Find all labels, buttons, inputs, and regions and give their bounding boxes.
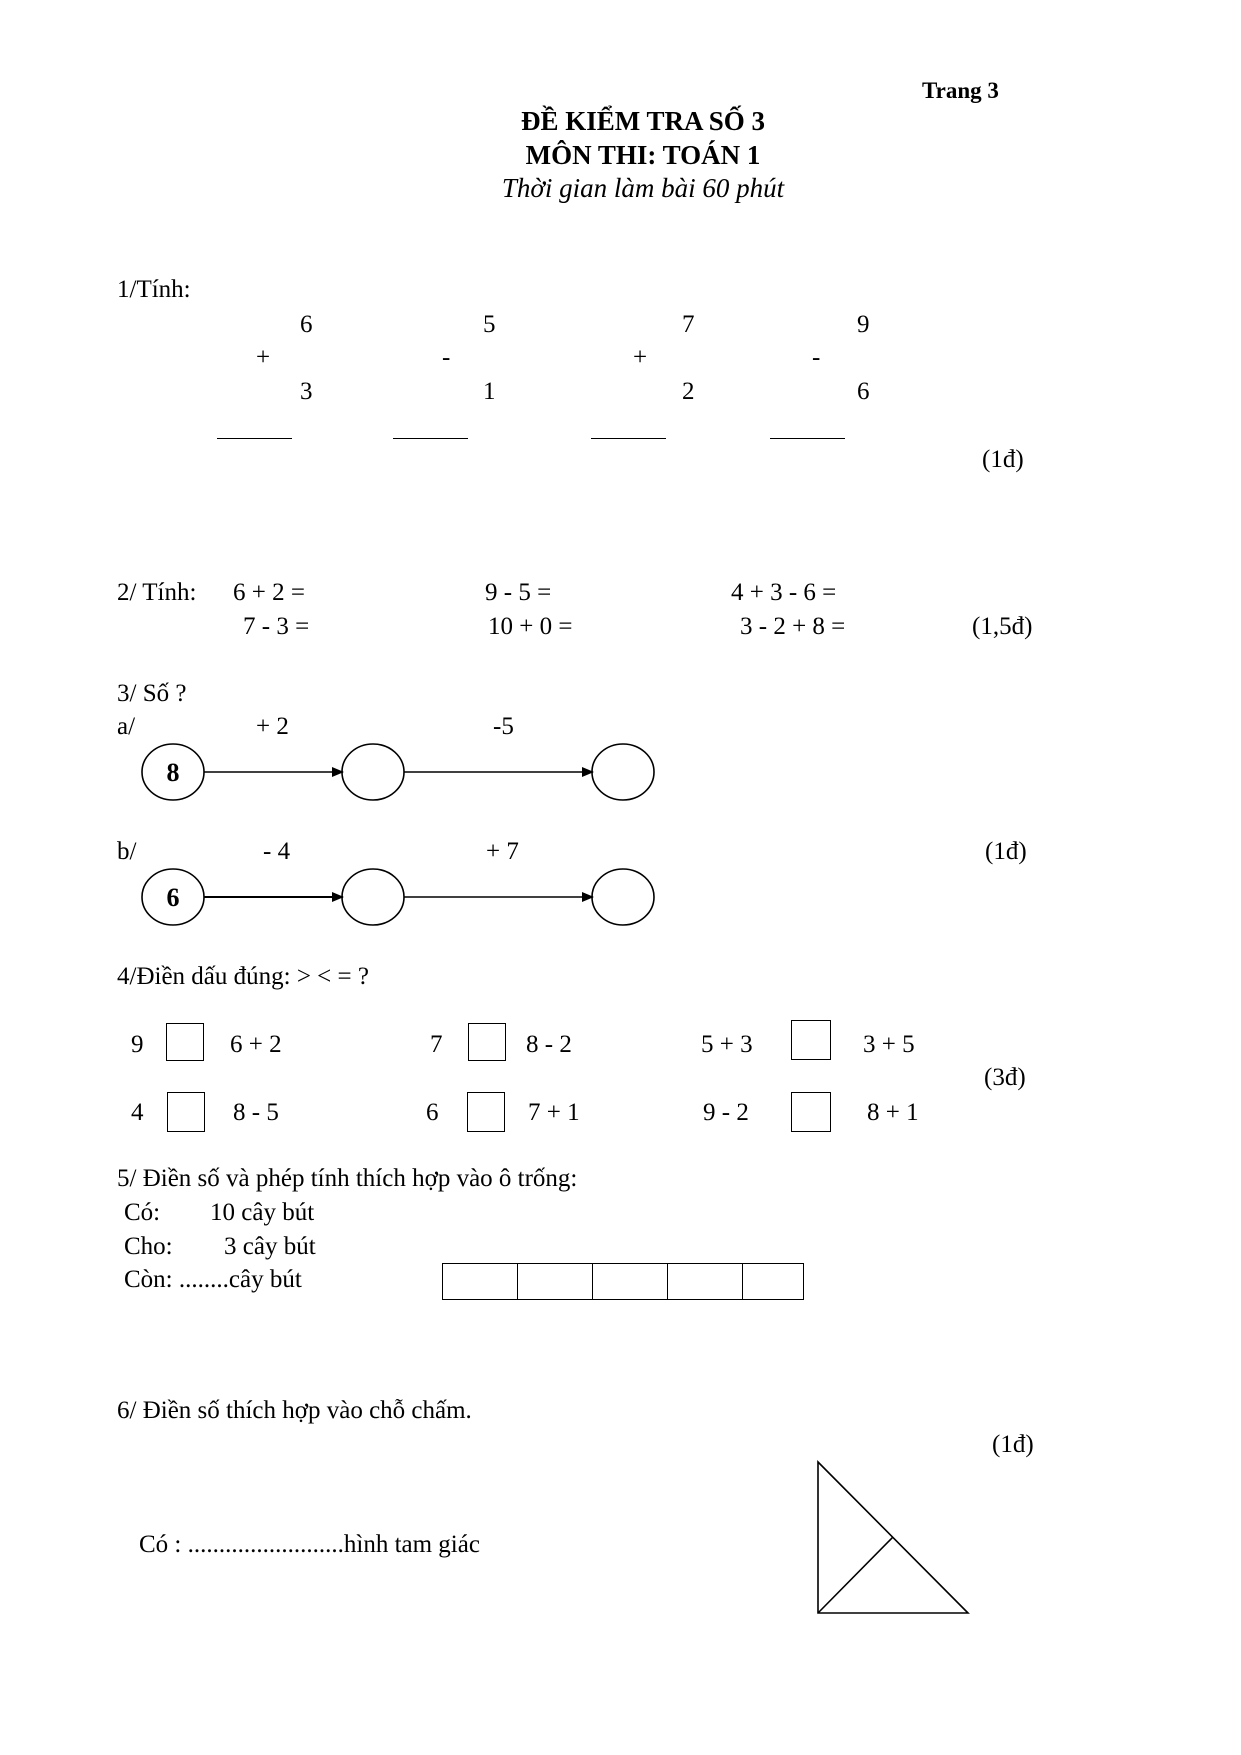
q4-item3-sign-box[interactable] bbox=[791, 1020, 831, 1060]
q1-p2-op: - bbox=[442, 344, 451, 371]
page-number: Trang 3 bbox=[922, 78, 999, 103]
q2-expr-4: 7 - 3 = bbox=[243, 613, 310, 640]
q1-p2-bottom: 1 bbox=[483, 378, 496, 405]
q5-give-label: Cho: bbox=[124, 1233, 173, 1260]
q4-label: 4/Điền dấu đúng: > < = ? bbox=[117, 963, 369, 990]
q4-item3-left: 5 + 3 bbox=[701, 1031, 753, 1058]
q6-answer-line[interactable]: Có : .........................hình tam giác bbox=[139, 1531, 480, 1558]
q5-answer-row bbox=[442, 1263, 804, 1300]
q4-item1-sign-box[interactable] bbox=[166, 1023, 204, 1061]
q4-item2-sign-box[interactable] bbox=[468, 1023, 506, 1061]
exam-title: ĐỀ KIỂM TRA SỐ 3 bbox=[520, 106, 766, 136]
q2-expr-2: 9 - 5 = bbox=[485, 579, 552, 606]
q5-have-label: Có: bbox=[124, 1199, 161, 1226]
exam-time: Thời gian làm bài 60 phút bbox=[501, 173, 785, 203]
q1-p1-op: + bbox=[256, 344, 271, 371]
q6-label: 6/ Điền số thích hợp vào chỗ chấm. bbox=[117, 1397, 472, 1424]
q4-item1-right: 6 + 2 bbox=[230, 1031, 282, 1058]
q3b-op1: - 4 bbox=[263, 838, 291, 865]
q1-p4-bottom: 6 bbox=[857, 378, 870, 405]
q1-p1-top: 6 bbox=[300, 311, 313, 338]
q3-score: (1đ) bbox=[985, 838, 1027, 865]
q4-item5-right: 7 + 1 bbox=[528, 1099, 580, 1126]
q2-expr-1: 6 + 2 = bbox=[233, 579, 305, 606]
q4-score: (3đ) bbox=[984, 1064, 1026, 1091]
q5-label: 5/ Điền số và phép tính thích hợp vào ô trống: bbox=[117, 1165, 578, 1192]
q1-score: (1đ) bbox=[982, 446, 1024, 473]
q5-cell-divider bbox=[742, 1264, 743, 1299]
q3b-label: b/ bbox=[117, 838, 137, 865]
q4-item6-left: 9 - 2 bbox=[703, 1099, 749, 1126]
q1-label: 1/Tính: bbox=[117, 276, 191, 303]
q1-p4-op: - bbox=[812, 344, 821, 371]
q1-p2-top: 5 bbox=[483, 311, 496, 338]
q4-item2-right: 8 - 2 bbox=[526, 1031, 572, 1058]
q1-p3-op: + bbox=[633, 344, 648, 371]
q4-item4-left: 4 bbox=[131, 1099, 144, 1126]
q1-p4-top: 9 bbox=[857, 311, 870, 338]
q6-score: (1đ) bbox=[992, 1431, 1034, 1458]
q5-left-label: Còn: ........cây bút bbox=[124, 1266, 302, 1293]
q5-give-value: 3 cây bút bbox=[224, 1233, 316, 1260]
q1-p3-bottom: 2 bbox=[682, 378, 695, 405]
q5-cell-divider bbox=[592, 1264, 593, 1299]
q2-expr-6: 3 - 2 + 8 = bbox=[740, 613, 846, 640]
q1-p3-top: 7 bbox=[682, 311, 695, 338]
q4-item5-sign-box[interactable] bbox=[467, 1092, 505, 1132]
q2-label: 2/ Tính: bbox=[117, 579, 197, 606]
q4-item3-right: 3 + 5 bbox=[863, 1031, 915, 1058]
q3a-op2: -5 bbox=[493, 713, 514, 740]
q3b-op2: + 7 bbox=[486, 838, 519, 865]
q5-have-value: 10 cây bút bbox=[210, 1199, 315, 1226]
q3a-op1: + 2 bbox=[256, 713, 289, 740]
q1-p1-bottom: 3 bbox=[300, 378, 313, 405]
q3a-answer-circle-1[interactable] bbox=[342, 744, 404, 800]
q3-label: 3/ Số ? bbox=[117, 680, 187, 707]
q5-cell-divider bbox=[667, 1264, 668, 1299]
q3a-label: a/ bbox=[117, 713, 136, 740]
q4-item5-left: 6 bbox=[426, 1099, 439, 1126]
q3a-start-number: 8 bbox=[166, 758, 180, 787]
q3b-answer-circle-2[interactable] bbox=[592, 869, 654, 925]
q6-triangle-inner-line bbox=[818, 1537, 893, 1613]
q2-score: (1,5đ) bbox=[972, 613, 1033, 640]
q3b-start-number: 6 bbox=[166, 883, 180, 912]
q4-item6-right: 8 + 1 bbox=[867, 1099, 919, 1126]
q5-cell-divider bbox=[517, 1264, 518, 1299]
q4-item4-right: 8 - 5 bbox=[233, 1099, 279, 1126]
q4-item1-left: 9 bbox=[131, 1031, 144, 1058]
q3b-answer-circle-1[interactable] bbox=[342, 869, 404, 925]
q2-expr-3: 4 + 3 - 6 = bbox=[731, 579, 837, 606]
q2-expr-5: 10 + 0 = bbox=[488, 613, 573, 640]
q4-item2-left: 7 bbox=[430, 1031, 443, 1058]
q3a-answer-circle-2[interactable] bbox=[592, 744, 654, 800]
q4-item4-sign-box[interactable] bbox=[167, 1092, 205, 1132]
exam-subject: MÔN THI: TOÁN 1 bbox=[525, 140, 761, 170]
q4-item6-sign-box[interactable] bbox=[791, 1092, 831, 1132]
